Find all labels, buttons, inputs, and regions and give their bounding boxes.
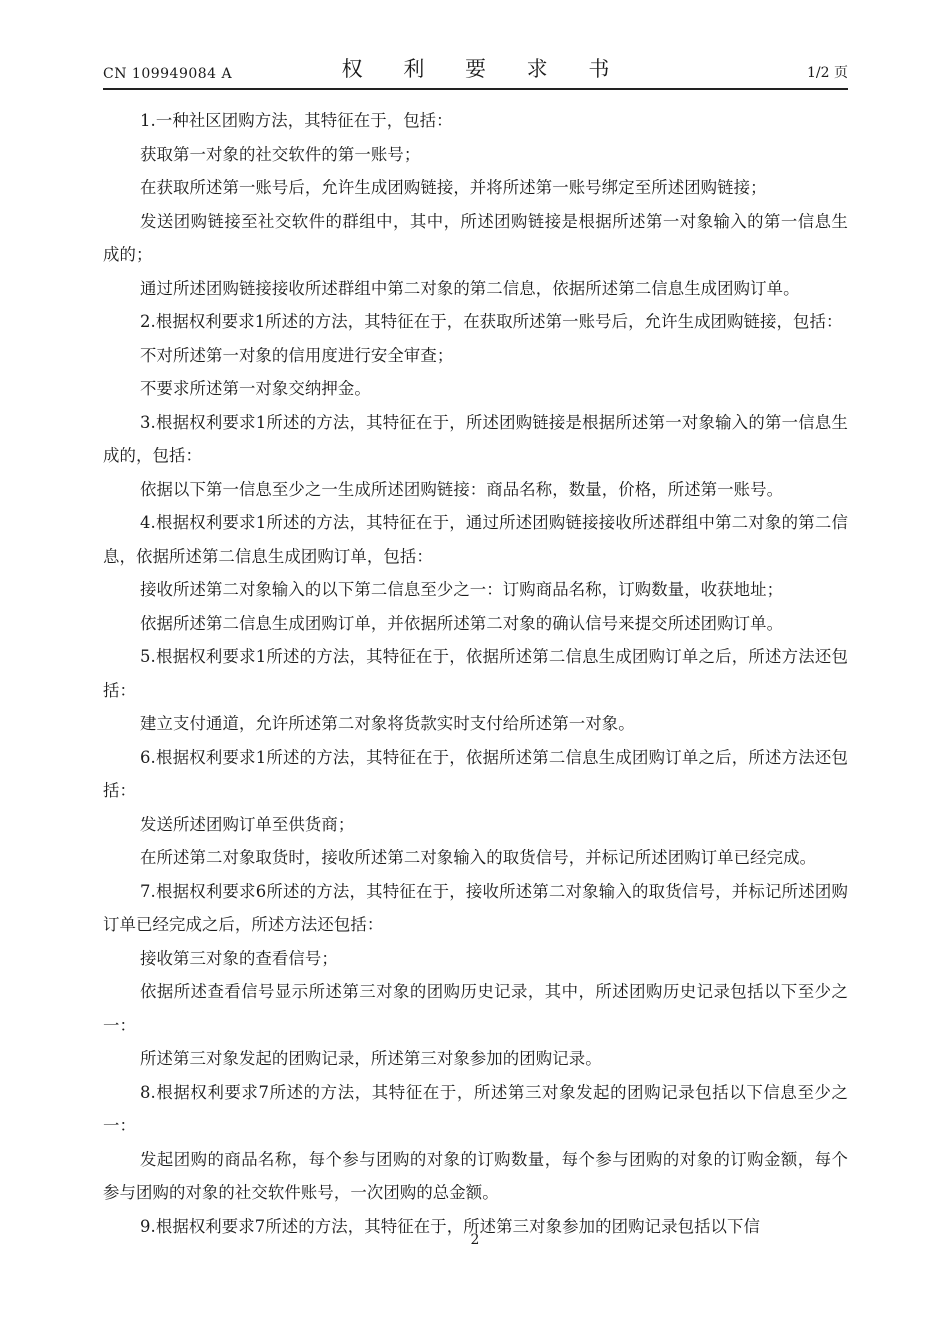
claim-paragraph: 不要求所述第一对象交纳押金。 [140,379,371,398]
claim-paragraph: 通过所述团购链接接收所述群组中第二对象的第二信息，依据所述第二信息生成团购订单。 [140,278,800,298]
claim-paragraph: 发送团购链接至社交软件的群组中，其中，所述团购链接是根据所述第一对象输入的第一信息生成的； [103,211,848,264]
claim-paragraph: 依据所述查看信号显示所述第三对象的团购历史记录，其中，所述团购历史记录包括以下至少之一： [103,982,848,1035]
claim-paragraph: 在获取所述第一账号后，允许生成团购链接，并将所述第一账号绑定至所述团购链接； [140,178,767,197]
claim-paragraph: 7.根据权利要求6所述的方法，其特征在于，接收所述第二对象输入的取货信号，并标记所述团购订单已经完成之后，所述方法还包括： [103,881,848,934]
page-indicator: 1/2 页 [807,65,848,81]
claim-paragraph: 4.根据权利要求1所述的方法，其特征在于，通过所述团购链接接收所述群组中第二对象的第二信息，依据所述第二信息生成团购订单，包括： [103,513,848,566]
claim-paragraph: 建立支付通道，允许所述第二对象将货款实时支付给所述第一对象。 [140,714,635,733]
claim-paragraph: 6.根据权利要求1所述的方法，其特征在于，依据所述第二信息生成团购订单之后，所述方法还包括： [103,747,848,800]
claim-paragraph: 8.根据权利要求7所述的方法，其特征在于，所述第三对象发起的团购记录包括以下信息至少之一： [103,1082,848,1135]
page-number: 2 [470,1232,480,1248]
claim-paragraph: 5.根据权利要求1所述的方法，其特征在于，依据所述第二信息生成团购订单之后，所述方法还包括： [103,647,848,700]
claim-paragraph: 获取第一对象的社交软件的第一账号； [140,144,421,164]
claim-paragraph: 发送所述团购订单至供货商； [140,814,355,834]
claim-paragraph: 发起团购的商品名称，每个参与团购的对象的订购数量，每个参与团购的对象的订购金额，每个参与团购的对象的社交软件账号，一次团购的总金额。 [103,1149,848,1202]
claim-paragraph: 依据以下第一信息至少之一生成所述团购链接：商品名称，数量，价格，所述第一账号。 [140,479,784,499]
claim-paragraph: 3.根据权利要求1所述的方法，其特征在于，所述团购链接是根据所述第一对象输入的第一信息生成的，包括： [103,412,848,465]
claim-paragraph: 接收第三对象的查看信号； [140,948,338,968]
patent-number: CN 109949084 A [103,66,233,82]
document-title: 权 利 要 求 书 [341,57,627,81]
page-header [103,52,848,90]
claim-paragraph: 依据所述第二信息生成团购订单，并依据所述第二对象的确认信号来提交所述团购订单。 [140,613,784,633]
claim-paragraph: 1.一种社区团购方法，其特征在于，包括： [140,111,453,130]
claim-paragraph: 接收所述第二对象输入的以下第二信息至少之一：订购商品名称，订购数量，收获地址； [140,580,784,599]
claim-paragraph: 2.根据权利要求1所述的方法，其特征在于，在获取所述第一账号后，允许生成团购链接，包括： [140,312,843,331]
claim-paragraph: 所述第三对象发起的团购记录，所述第三对象参加的团购记录。 [140,1049,602,1068]
claim-paragraph: 9.根据权利要求7所述的方法，其特征在于，所述第三对象参加的团购记录包括以下信 [140,1216,761,1236]
claim-paragraph: 在所述第二对象取货时，接收所述第二对象输入的取货信号，并标记所述团购订单已经完成。 [140,848,817,867]
claims-body [103,104,848,1243]
claim-paragraph: 不对所述第一对象的信用度进行安全审查； [140,345,454,365]
